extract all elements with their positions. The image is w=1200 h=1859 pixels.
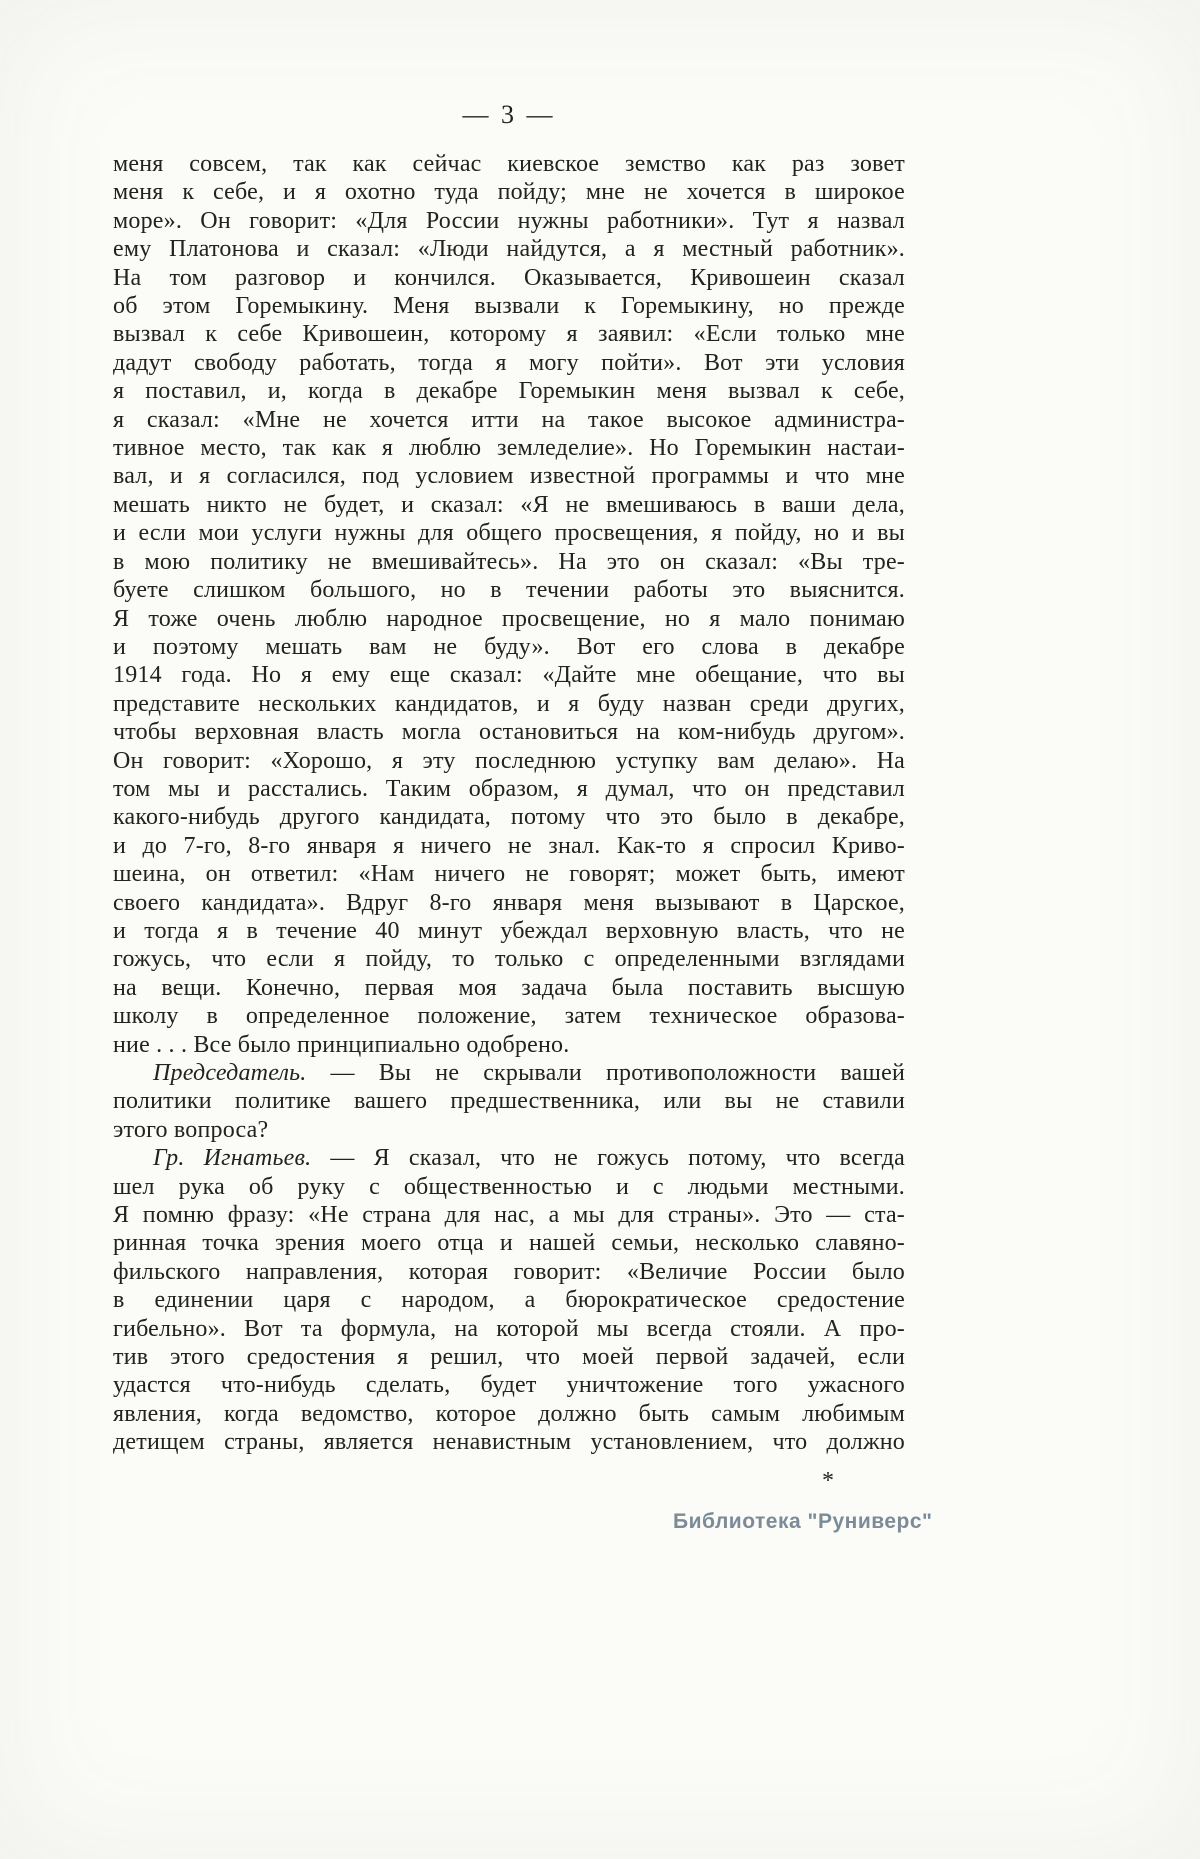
text-line: явления, когда ведомство, которое должно быть самым любимым [113, 1400, 905, 1427]
text-line: и если мои услуги нужны для общего просвещения, я пойду, но и вы [113, 520, 905, 547]
text-line: школу в определенное положение, затем техническое образова- [113, 1003, 905, 1030]
text-line: гожусь, что если я пойду, то только с определенными взглядами [113, 946, 905, 973]
text-line: ринная точка зрения моего отца и нашей семьи, несколько славяно- [113, 1230, 905, 1257]
text-line: меня совсем, так как сейчас киевское земство как раз зовет [113, 151, 905, 177]
speaker-name: Председатель. [153, 1060, 307, 1086]
text-line: тивное место, так как я люблю земледелие». Но Горемыкин настаи- [113, 435, 905, 462]
text-line: чтобы верховная власть могла остановиться на ком-нибудь другом». [113, 719, 905, 746]
text-line: и до 7-го, 8-го января я ничего не знал. Как-то я спросил Криво- [113, 832, 905, 859]
text-line: меня к себе, и я охотно туда пойду; мне не хочется в широкое [113, 179, 905, 206]
text-line: и поэтому мешать вам не буду». Вот его слова в декабре [113, 633, 905, 660]
text-line: какого-нибудь другого кандидата, потому что это было в декабре, [113, 804, 905, 831]
text-line: ему Платонова и сказал: «Люди найдутся, а я местный работник». [113, 236, 905, 263]
text-line: политики политике вашего предшественника, или вы не ставили [113, 1088, 905, 1115]
text-line: тив этого средостения я решил, что моей первой задачей, если [113, 1344, 905, 1371]
text-line: Гр. Игнатьев. — Я сказал, что не гожусь потому, что всегда [153, 1145, 905, 1172]
text-line: вызвал к себе Кривошеин, которому я заявил: «Если только мне [113, 321, 905, 348]
text-line: этого вопроса? [113, 1116, 269, 1143]
text-line: на вещи. Конечно, первая моя задача была поставить высшую [113, 974, 905, 1001]
text-line: Я помню фразу: «Не страна для нас, а мы для страны». Это — ста- [113, 1202, 905, 1229]
text-line: и тогда я в течение 40 минут убеждал верховную власть, что не [113, 917, 905, 944]
text-line: гибельно». Вот та формула, на которой мы всегда стояли. А про- [113, 1315, 905, 1342]
speaker-name: Гр. Игнатьев. [153, 1145, 312, 1172]
text-line: я сказал: «Мне не хочется итти на такое высокое администра- [113, 406, 905, 433]
text-line: Я тоже очень люблю народное просвещение, но я мало понимаю [113, 605, 905, 632]
text-line: вал, и я согласился, под условием известной программы и что мне [113, 463, 905, 490]
page-number: — 3 — [462, 100, 556, 129]
text-line: в единении царя с народом, а бюрократическое средостение [113, 1287, 905, 1314]
text-line: представите нескольких кандидатов, и я буду назван среди других, [113, 690, 905, 717]
footnote-asterisk: * [822, 1468, 834, 1494]
text-line: 1914 года. Но я ему еще сказал: «Дайте мне обещание, что вы [113, 662, 905, 689]
text-block [113, 150, 905, 1457]
text-line: я поставил, и, когда в декабре Горемыкин меня вызвал к себе, [113, 378, 905, 405]
text-line: том мы и расстались. Таким образом, я думал, что он представил [113, 775, 905, 802]
text-line: детищем страны, является ненавистным установлением, что должно [113, 1429, 905, 1456]
watermark: Библиотека "Руниверс" [673, 1510, 933, 1533]
text-line: море». Он говорит: «Для России нужны работники». Тут я назвал [113, 207, 905, 234]
text-line: ние . . . Все было принципиально одобрено. [113, 1031, 570, 1058]
text-line: об этом Горемыкину. Меня вызвали к Горемыкину, но прежде [113, 293, 905, 320]
text-line: буете слишком большого, но в течении работы это выяснится. [113, 577, 905, 604]
text-line: своего кандидата». Вдруг 8-го января меня вызывают в Царское, [113, 889, 905, 916]
text-line: удастся что-нибудь сделать, будет уничтожение того ужасного [113, 1372, 905, 1399]
text-line: мешать никто не будет, и сказал: «Я не вмешиваюсь в ваши дела, [113, 491, 905, 518]
text-line: Председатель. — Вы не скрывали противоположности вашей [153, 1060, 905, 1086]
text-line: шел рука об руку с общественностью и с людьми местными. [113, 1173, 905, 1200]
text-line: На том разговор и кончился. Оказывается, Кривошеин сказал [113, 264, 905, 291]
text-line: дадут свободу работать, тогда я могу пойти». Вот эти условия [113, 349, 905, 376]
text-line: шеина, он ответил: «Нам ничего не говорят; может быть, имеют [113, 861, 905, 888]
text-line: Он говорит: «Хорошо, я эту последнюю уступку вам делаю». На [113, 747, 905, 774]
text-line: фильского направления, которая говорит: «Величие России было [113, 1258, 905, 1285]
text-line: в мою политику не вмешивайтесь». На это он сказал: «Вы тре- [113, 548, 905, 575]
